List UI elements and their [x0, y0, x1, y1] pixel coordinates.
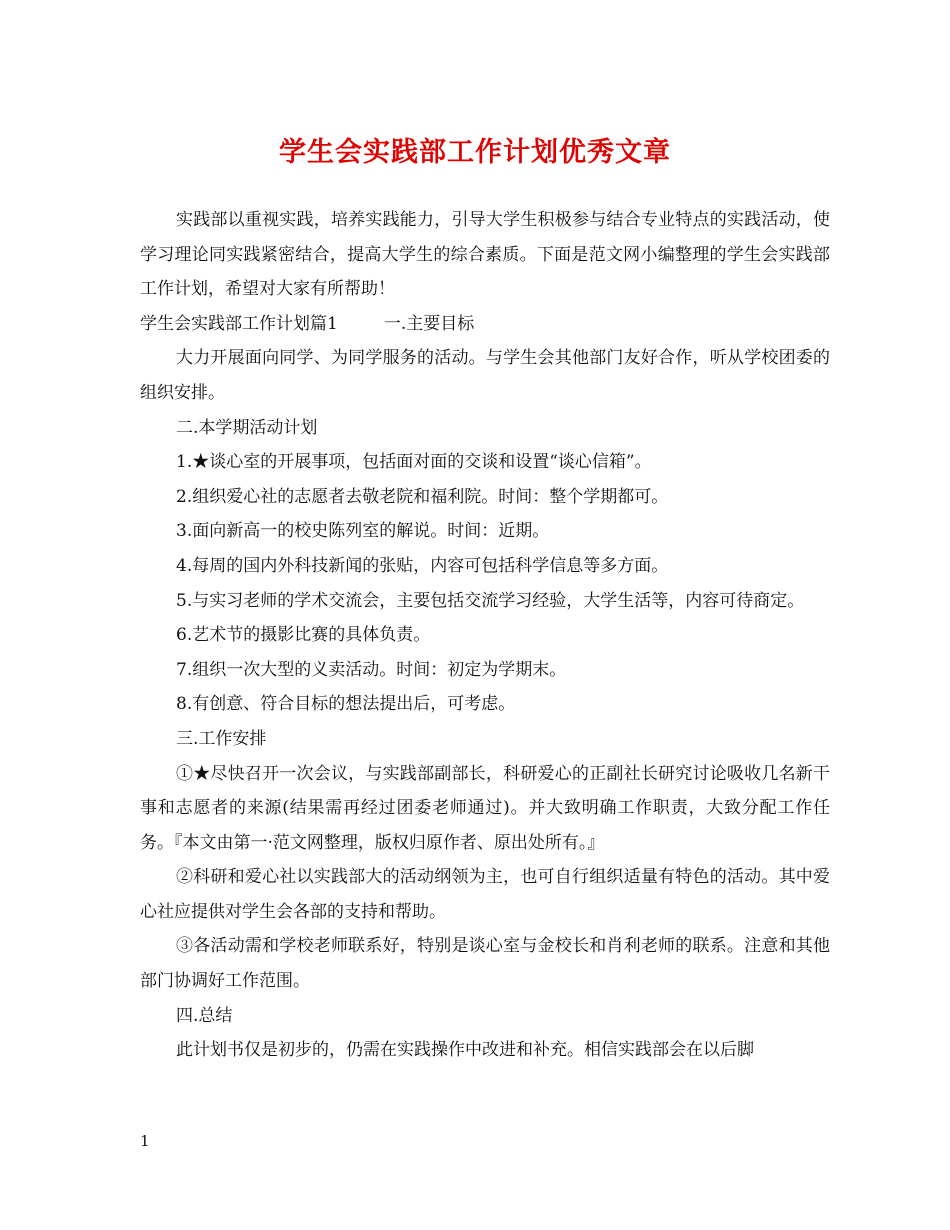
document-title: 学生会实践部工作计划优秀文章: [279, 137, 671, 168]
section-1-heading: 一.主要目标: [383, 313, 475, 334]
arrangement-item: ②科研和爱心社以实践部大的活动纲领为主，也可自行组织适量有特色的活动。其中爱心社应提供对学生会各部的支持和帮助。: [140, 867, 830, 922]
section-2-heading: 二.本学期活动计划: [176, 417, 318, 438]
plan-item: 7.组织一次大型的义卖活动。时间：初定为学期末。: [176, 659, 567, 680]
plan-item: 2.组织爱心社的志愿者去敬老院和福利院。时间：整个学期都可。: [176, 486, 669, 507]
arrangement-item: ①★尽快召开一次会议，与实践部副部长，科研爱心的正副社长研究讨论吸收几名新干事和志愿者的来源(结果需再经过团委老师通过)。并大致明确工作职责，大致分配工作任务。『本文由第一·范文网整理，版权归原作者、原出处所有。』: [140, 763, 830, 853]
section-3-heading: 三.工作安排: [176, 728, 267, 749]
page-number: 1: [140, 1132, 150, 1150]
summary-text: 此计划书仅是初步的，仍需在实践操作中改进和补充。相信实践部会在以后脚: [176, 1040, 754, 1061]
plan-item: 5.与实习老师的学术交流会，主要包括交流学习经验，大学生活等，内容可待商定。: [176, 590, 805, 611]
plan-item: 3.面向新高一的校史陈列室的解说。时间：近期。: [176, 521, 550, 542]
plan-item: 1.★谈心室的开展事项，包括面对面的交谈和设置“谈心信箱”。: [176, 452, 652, 473]
arrangement-item: ③各活动需和学校老师联系好，特别是谈心室与金校长和肖利老师的联系。注意和其他部门协调好工作范围。: [140, 936, 830, 992]
article-heading-line: [140, 307, 830, 342]
plan-item: 6.艺术节的摄影比赛的具体负责。: [176, 625, 431, 646]
plan-item: 8.有创意、符合目标的想法提出后，可考虑。: [176, 694, 516, 715]
intro-paragraph: 实践部以重视实践，培养实践能力，引导大学生积极参与结合专业特点的实践活动，使学习理论同实践紧密结合，提高大学生的综合素质。下面是范文网小编整理的学生会实践部工作计划，希望对大家有所帮助！: [140, 210, 830, 300]
section-1-text: 大力开展面向同学、为同学服务的活动。与学生会其他部门友好合作，听从学校团委的组织安排。: [140, 348, 830, 403]
plan-item: 4.每周的国内外科技新闻的张贴，内容可包括科学信息等多方面。: [176, 555, 669, 576]
document-body: [140, 203, 830, 1068]
section-4-heading: 四.总结: [176, 1005, 233, 1026]
article-heading: 学生会实践部工作计划篇1: [140, 313, 338, 334]
